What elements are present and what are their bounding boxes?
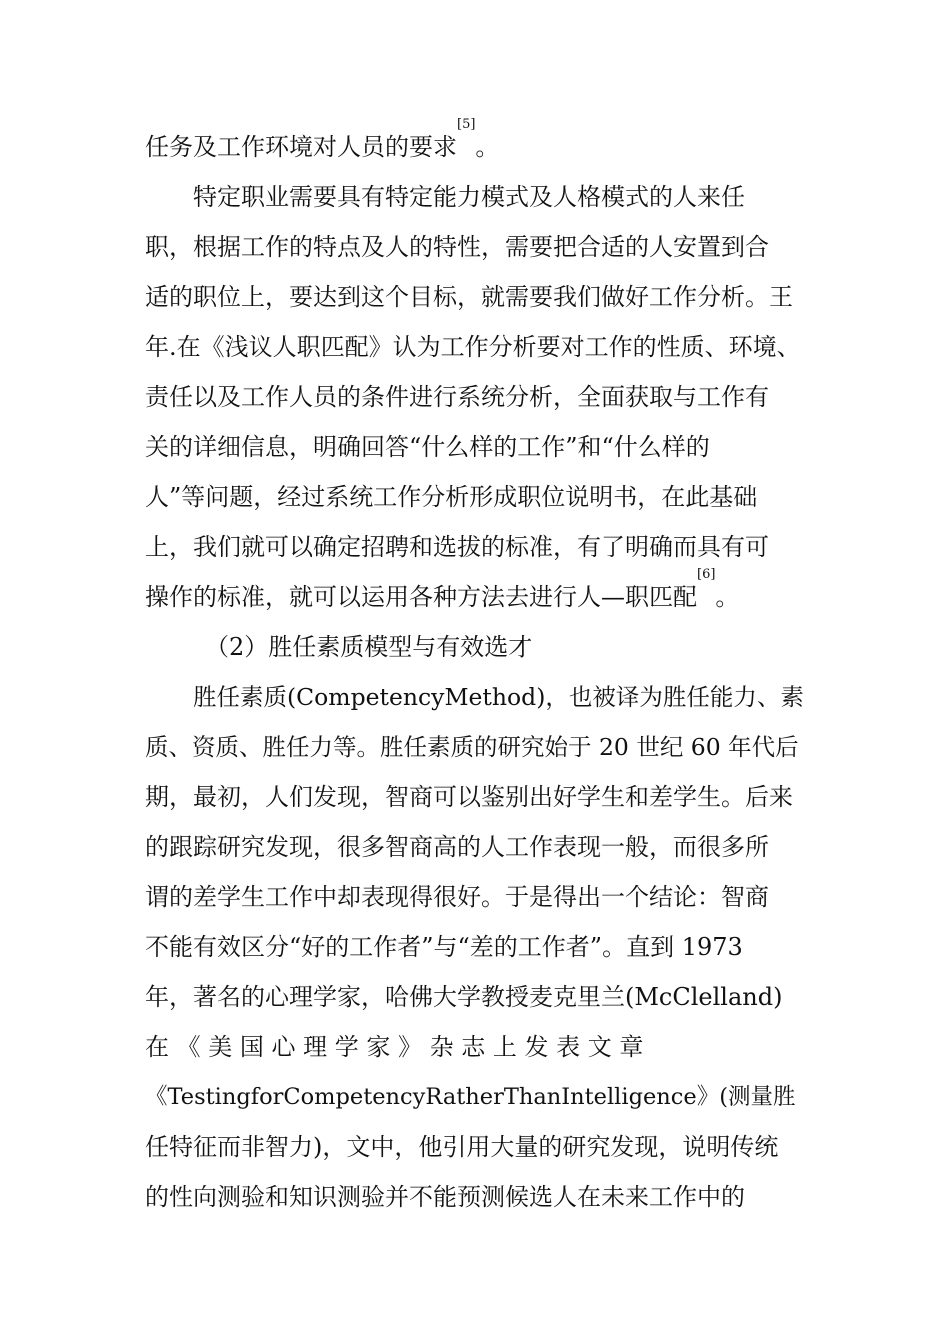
paragraph-3-line-2: 质、资质、胜任力等。胜任素质的研究始于 20 世纪 60 年代后	[145, 733, 799, 761]
paragraph-3-line-9: 《TestingforCompetencyRatherThanIntelligence》(测量胜	[145, 1084, 796, 1110]
paragraph-3-line-8: 在 《 美 国 心 理 学 家 》 杂 志 上 发 表 文 章	[145, 1033, 644, 1061]
document-body	[145, 117, 805, 1222]
paragraph-2-line-5: 责任以及工作人员的条件进行系统分析，全面获取与工作有	[145, 383, 769, 411]
paragraph-3-line-10: 任特征而非智力)，文中，他引用大量的研究发现，说明传统	[145, 1133, 779, 1161]
section-heading: （2）胜任素质模型与有效选才	[205, 633, 533, 661]
paragraph-2-line-8: 上，我们就可以确定招聘和选拔的标准，有了明确而具有可	[145, 533, 769, 561]
paragraph-2-line-3: 适的职位上，要达到这个目标，就需要我们做好工作分析。王	[145, 283, 793, 311]
paragraph-1-line-1	[145, 117, 805, 172]
paragraph-2-line-1: 特定职业需要具有特定能力模式及人格模式的人来任	[193, 183, 745, 211]
paragraph-3-line-3: 期，最初，人们发现，智商可以鉴别出好学生和差学生。后来	[145, 783, 793, 811]
citation-6: [6]	[697, 567, 716, 582]
paragraph-3-line-7: 年，著名的心理学家，哈佛大学教授麦克里兰(McClelland)	[145, 983, 783, 1011]
text-run: 任务及工作环境对人员的要求	[145, 133, 457, 161]
paragraph-3-line-4: 的跟踪研究发现，很多智商高的人工作表现一般，而很多所	[145, 833, 769, 861]
text-run: 。	[715, 583, 740, 611]
paragraph-3-line-6: 不能有效区分“好的工作者”与“差的工作者”。直到 1973	[145, 933, 743, 961]
paragraph-2-line-2: 职，根据工作的特点及人的特性，需要把合适的人安置到合	[145, 233, 769, 261]
paragraph-2-line-7: 人”等问题，经过系统工作分析形成职位说明书，在此基础	[145, 483, 758, 511]
paragraph-2-line-4: 年.在《浅议人职匹配》认为工作分析要对工作的性质、环境、	[145, 333, 801, 361]
text-run: 操作的标准，就可以运用各种方法去进行人—职匹配	[145, 583, 697, 611]
paragraph-3-line-1: 胜任素质(CompetencyMethod)，也被译为胜任能力、素	[193, 683, 804, 711]
text-run: 。	[475, 133, 500, 161]
citation-5: [5]	[457, 117, 476, 132]
paragraph-2-line-9	[145, 567, 805, 622]
paragraph-3-line-5: 谓的差学生工作中却表现得很好。于是得出一个结论：智商	[145, 883, 769, 911]
paragraph-2-line-6: 关的详细信息，明确回答“什么样的工作”和“什么样的	[145, 433, 710, 461]
paragraph-3-line-11: 的性向测验和知识测验并不能预测候选人在未来工作中的	[145, 1183, 745, 1211]
